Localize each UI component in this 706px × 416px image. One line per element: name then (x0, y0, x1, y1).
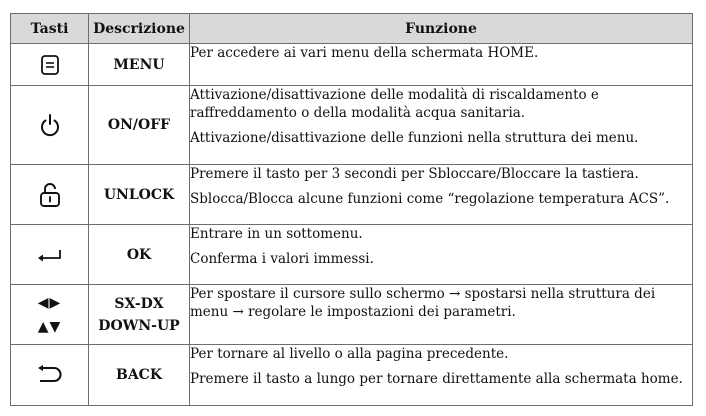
function-cell (190, 225, 693, 285)
header-funzione: Funzione (190, 14, 693, 44)
function-cell (190, 285, 693, 345)
table-row (11, 44, 693, 86)
table-row (11, 86, 693, 165)
function-text: Per spostare il cursore sullo schermo → spostarsi nella struttura dei menu → regolare le impostazioni dei parametri. (190, 286, 656, 320)
function-text: Attivazione/disattivazione delle modalità di riscaldamento e raffreddamento o della modalità acqua sanitaria. (190, 87, 599, 121)
key-name-cell (89, 44, 190, 86)
key-name: SX-DX (114, 295, 164, 312)
power-icon (38, 112, 62, 138)
key-name-cell (89, 225, 190, 285)
key-cell (11, 165, 89, 225)
menu-icon (40, 54, 60, 76)
back-icon (37, 364, 63, 386)
up-down-arrows-icon: ▲▼ (37, 318, 62, 335)
table-row (11, 165, 693, 225)
function-text: Conferma i valori immessi. (190, 251, 374, 267)
function-text: Premere il tasto per 3 secondi per Sbloccare/Bloccare la tastiera. (190, 166, 639, 182)
key-name-cell (89, 86, 190, 165)
function-text: Entrare in un sottomenu. (190, 226, 363, 242)
key-name: UNLOCK (103, 186, 175, 203)
function-text: Attivazione/disattivazione delle funzioni nella struttura dei menu. (190, 130, 639, 146)
key-name-cell (89, 345, 190, 406)
enter-icon (37, 248, 63, 262)
key-name: DOWN-UP (98, 317, 180, 334)
key-name-cell (89, 165, 190, 225)
table-row (11, 285, 693, 345)
header-tasti: Tasti (11, 14, 89, 44)
key-cell (11, 44, 89, 86)
key-cell (11, 225, 89, 285)
key-name: MENU (113, 56, 165, 73)
function-text: Premere il tasto a lungo per tornare direttamente alla schermata home. (190, 371, 683, 387)
header-row (11, 14, 693, 44)
key-name: BACK (115, 367, 162, 383)
table-row (11, 345, 693, 406)
function-text: Per accedere ai vari menu della schermata HOME. (190, 45, 539, 61)
key-cell (11, 285, 89, 345)
table-row (11, 225, 693, 285)
left-right-arrows-icon: ◀▶ (37, 294, 62, 311)
header-descrizione: Descrizione (89, 14, 190, 44)
key-cell (11, 345, 89, 406)
function-text: Sblocca/Blocca alcune funzioni come “regolazione temperatura ACS”. (190, 191, 670, 207)
function-text: Per tornare al livello o alla pagina precedente. (190, 346, 509, 362)
key-name: OK (126, 246, 152, 263)
function-cell (190, 345, 693, 406)
unlock-icon (38, 181, 62, 209)
key-cell (11, 86, 89, 165)
function-cell (190, 165, 693, 225)
key-name: ON/OFF (107, 117, 171, 133)
keys-table (10, 13, 693, 406)
function-cell (190, 44, 693, 86)
key-name-cell (89, 285, 190, 345)
function-cell (190, 86, 693, 165)
